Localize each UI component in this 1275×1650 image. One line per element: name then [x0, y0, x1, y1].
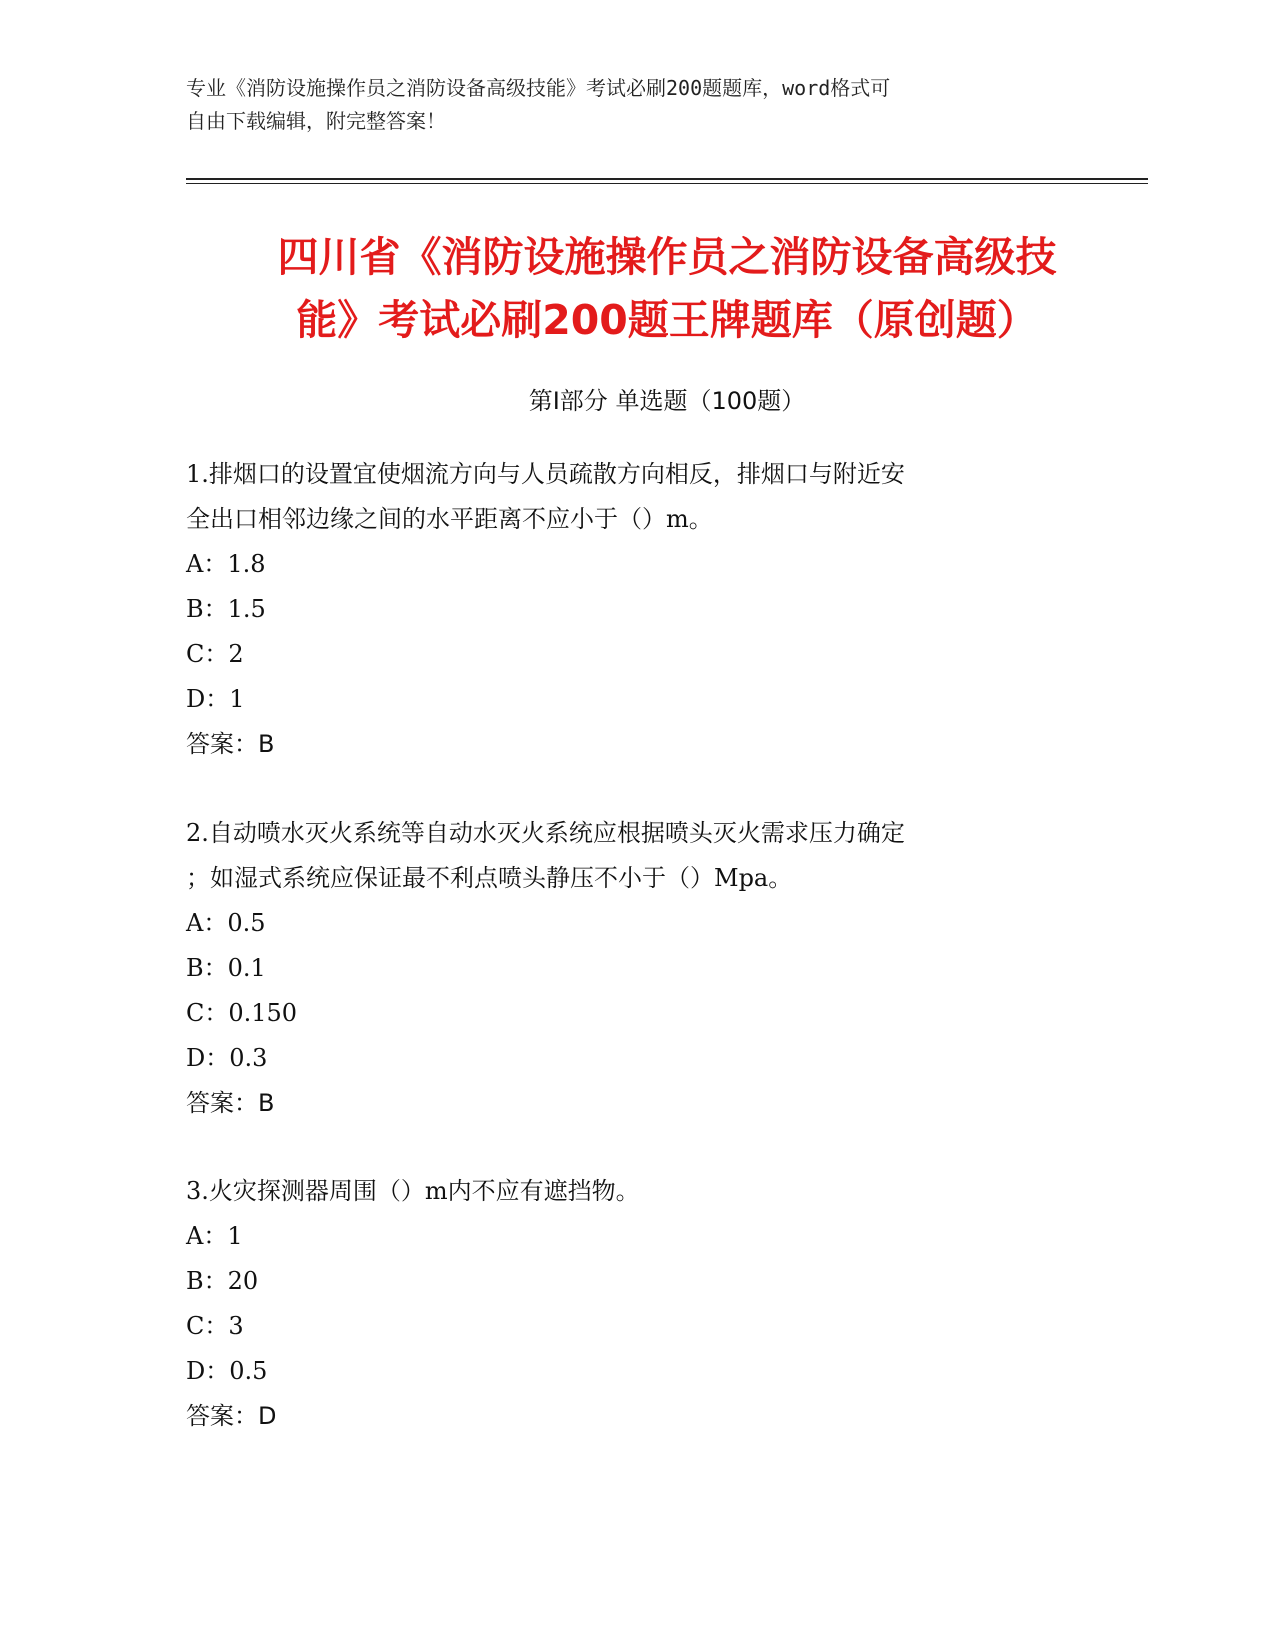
- option-c: C：0.150: [186, 999, 298, 1027]
- option-a: A：0.5: [186, 909, 266, 937]
- question-stem: [186, 1169, 1086, 1214]
- question-stem-line: 全出口相邻边缘之间的水平距离不应小于（）m。: [186, 505, 713, 533]
- question-stem-line: ；如湿式系统应保证最不利点喷头静压不小于（）Mpa。: [186, 864, 793, 892]
- question-2: [186, 811, 1086, 1126]
- header-divider-thin: [186, 183, 1148, 184]
- option-d: D：1: [186, 685, 245, 713]
- option-c: C：2: [186, 640, 244, 668]
- document-title-line: 能》考试必刷200题王牌题库（原创题）: [296, 296, 1038, 344]
- option-d: D：0.3: [186, 1044, 268, 1072]
- question-stem-line: 1.排烟口的设置宜使烟流方向与人员疏散方向相反，排烟口与附近安: [186, 460, 905, 488]
- question-3: [186, 1169, 1086, 1439]
- header-note-line: 自由下载编辑，附完整答案！: [186, 109, 446, 133]
- answer-line: 答案：D: [186, 1402, 277, 1430]
- option-a: A：1.8: [186, 550, 266, 578]
- header-note-line: 专业《消防设施操作员之消防设备高级技能》考试必刷200题题库，word格式可: [186, 76, 891, 100]
- option-a: A：1: [186, 1222, 243, 1250]
- answer-line: 答案：B: [186, 730, 275, 758]
- option-d: D：0.5: [186, 1357, 268, 1385]
- question-stem: [186, 452, 1086, 542]
- section-heading: 第Ⅰ部分 单选题（100题）: [528, 387, 806, 415]
- question-stem-line: 3.火灾探测器周围（）m内不应有遮挡物。: [186, 1177, 640, 1205]
- answer-line: 答案：B: [186, 1089, 275, 1117]
- option-c: C：3: [186, 1312, 244, 1340]
- document-title: [186, 226, 1148, 352]
- question-1: [186, 452, 1086, 767]
- option-b: B：1.5: [186, 595, 266, 623]
- question-stem-line: 2.自动喷水灭火系统等自动水灭火系统应根据喷头灭火需求压力确定: [186, 819, 905, 847]
- header-note: [186, 72, 1066, 138]
- option-b: B：0.1: [186, 954, 266, 982]
- option-b: B：20: [186, 1267, 259, 1295]
- document-title-line: 四川省《消防设施操作员之消防设备高级技: [277, 233, 1057, 281]
- header-divider-thick: [186, 178, 1148, 180]
- question-stem: [186, 811, 1086, 901]
